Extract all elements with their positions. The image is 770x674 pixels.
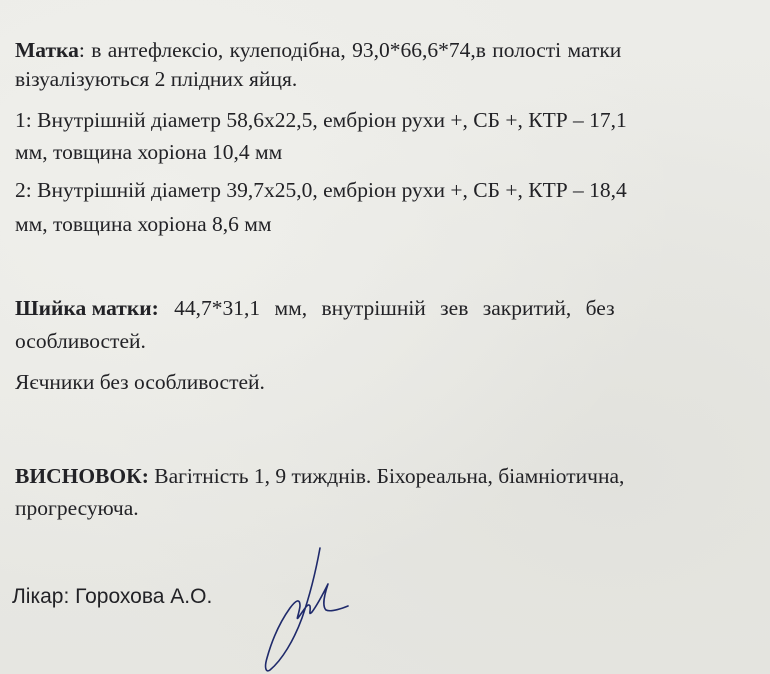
uterus-description: : в антефлексіо, кулеподібна, 93,0*66,6*74,в полості матки [78, 38, 622, 62]
conclusion-line-2: прогресуюча. [15, 496, 139, 520]
cervix-description: 44,7*31,1 мм, внутрішній зев закритий, без [174, 296, 615, 320]
sac-1-line-1: 1: Внутрішній діаметр 58,6х22,5, ембріон рухи +, СБ +, КТР – 17,1 [15, 108, 627, 132]
uterus-line-2: візуалізуються 2 плідних яйця. [15, 67, 298, 91]
sac-2-line-1: 2: Внутрішній діаметр 39,7х25,0, ембріон рухи +, СБ +, КТР – 18,4 [15, 178, 627, 202]
conclusion-line-1 [15, 463, 624, 489]
sac-2-line-2: мм, товщина хоріона 8,6 мм [15, 212, 272, 236]
sac-1-line-2: мм, товщина хоріона 10,4 мм [15, 140, 283, 164]
conclusion-label: ВИСНОВОК: [15, 464, 149, 488]
cervix-line-2: особливостей. [15, 329, 146, 353]
conclusion-description: Вагітність 1, 9 тиждні​в. Біхореальна, біамніотична, [154, 464, 625, 488]
handwritten-signature [258, 540, 358, 674]
uterus-line-1 [15, 37, 752, 63]
uterus-label: Матка [15, 38, 79, 62]
cervix-line-1 [15, 295, 755, 321]
ovaries-line: Яєчники без особливостей. [15, 370, 265, 394]
cervix-label: Шийка матки: [15, 296, 159, 320]
doctor-line: Лікар: Горохова А.О. [12, 585, 213, 608]
